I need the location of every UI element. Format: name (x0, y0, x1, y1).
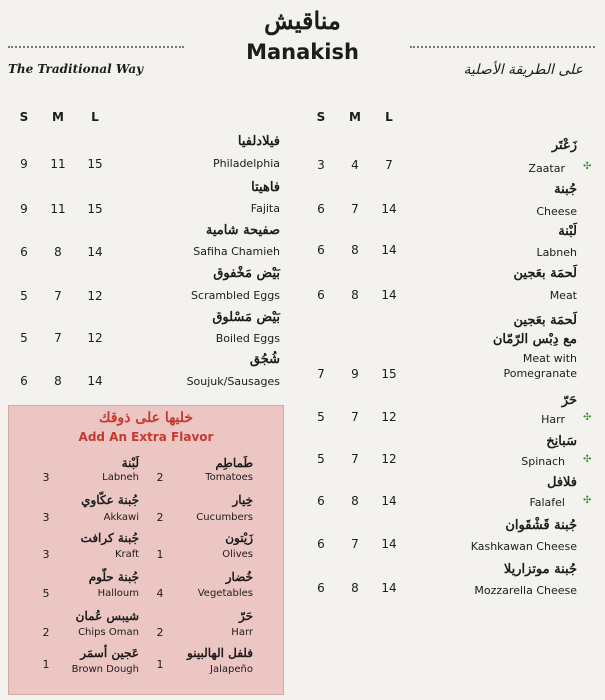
extra-price: 1 (156, 548, 164, 561)
price-s: 6 (317, 243, 325, 257)
title-english: Manakish (246, 40, 359, 64)
extra-name-ar: طَماطِم (215, 456, 253, 470)
extra-name-ar: شيبس عُمان (75, 609, 139, 623)
extra-price: 3 (42, 471, 50, 484)
extra-name-ar: لَبْنة (121, 456, 139, 470)
extra-name-en: Kraft (114, 549, 139, 560)
extra-name-en: Labneh (102, 472, 139, 483)
price-s: 6 (317, 288, 325, 302)
price-l: 14 (381, 202, 397, 216)
price-m: 4 (351, 158, 359, 172)
subtitle-english: The Traditional Way (8, 62, 144, 76)
price-l: 15 (381, 367, 397, 381)
extra-name-ar: فلفل الهالبينو (187, 646, 253, 660)
extra-name-en: Halloum (97, 588, 139, 599)
extra-name-en: Cucumbers (196, 512, 253, 523)
size-header-l: L (91, 110, 99, 124)
size-header-s: S (316, 110, 326, 124)
leaf-icon: ✣ (583, 454, 592, 465)
item-name-ar: لَحمَة بعَجين (513, 266, 577, 281)
price-l: 12 (381, 452, 397, 466)
price-m: 8 (351, 494, 359, 508)
price-l: 14 (381, 537, 397, 551)
price-s: 7 (317, 367, 325, 381)
extra-price: 2 (42, 626, 50, 639)
price-s: 3 (317, 158, 325, 172)
price-l: 14 (87, 245, 103, 259)
extra-name-en: Jalapeño (210, 664, 253, 675)
item-name-en: Fajita (250, 202, 280, 215)
extra-name-ar: جُبنة حلّوم (88, 570, 139, 584)
item-name-ar: لَبْنة (558, 224, 577, 239)
leaf-icon: ✣ (583, 412, 592, 423)
extra-name-en: Chips Oman (78, 627, 139, 638)
price-s: 6 (317, 494, 325, 508)
extra-name-ar: زَيْتون (225, 531, 253, 545)
extra-price: 2 (156, 471, 164, 484)
price-m: 11 (50, 202, 66, 216)
item-name-en: Cheese (536, 205, 577, 218)
price-l: 15 (87, 157, 103, 171)
price-m: 7 (351, 537, 359, 551)
price-s: 9 (20, 202, 28, 216)
price-s: 5 (317, 410, 325, 424)
item-name-ar: فلافل (546, 475, 577, 490)
price-s: 5 (317, 452, 325, 466)
item-name-en: Labneh (536, 246, 577, 259)
extra-name-en: Brown Dough (71, 664, 139, 675)
item-name-ar: بَيْض مَسْلوق (212, 310, 280, 325)
price-l: 12 (381, 410, 397, 424)
item-name-en: Falafel (529, 496, 565, 509)
price-l: 15 (87, 202, 103, 216)
price-l: 14 (381, 494, 397, 508)
extra-price: 3 (42, 548, 50, 561)
item-name-ar: فاهيتا (251, 180, 280, 195)
item-name-ar: بَيْض مَخْفوق (213, 266, 280, 281)
price-m: 7 (351, 452, 359, 466)
item-name-ar: فيلادلفيا (237, 134, 280, 149)
price-m: 8 (54, 245, 62, 259)
price-l: 7 (385, 158, 393, 172)
extra-price: 1 (42, 658, 50, 671)
item-name-en: Meat (549, 289, 577, 302)
leaf-icon: ✣ (583, 495, 592, 506)
item-name-ar: زَعْتَر (551, 138, 577, 153)
extra-name-ar: عَجين أسمَر (80, 646, 139, 660)
leaf-icon: ✣ (583, 161, 592, 172)
extra-price: 2 (156, 511, 164, 524)
price-l: 14 (87, 374, 103, 388)
item-name-en: Mozzarella Cheese (474, 584, 577, 597)
title-arabic: مناقيش (264, 6, 341, 35)
price-s: 6 (317, 202, 325, 216)
item-name-en: Boiled Eggs (215, 332, 280, 345)
item-name-en: Scrambled Eggs (191, 289, 280, 302)
price-m: 8 (351, 288, 359, 302)
price-s: 6 (20, 245, 28, 259)
price-l: 12 (87, 289, 103, 303)
item-name-ar-line2: مع دِبْس الرّمّان (492, 332, 577, 347)
item-name-ar: شُجُق (249, 352, 280, 367)
size-header-s: S (19, 110, 29, 124)
item-name-en: Meat with (522, 352, 577, 365)
extra-flavor-title-en: Add An Extra Flavor (78, 430, 214, 444)
item-name-en: Zaatar (528, 162, 565, 175)
size-header-m: M (52, 110, 64, 124)
item-name-ar: جُبنة موتزاريلا (503, 562, 577, 577)
price-s: 6 (317, 581, 325, 595)
extra-flavor-title-ar: خليها على ذوقك (98, 410, 194, 426)
extra-name-ar: خِيار (232, 493, 253, 507)
item-name-ar: سَبانِخ (546, 434, 577, 449)
price-m: 7 (351, 202, 359, 216)
price-m: 7 (351, 410, 359, 424)
price-m: 7 (54, 331, 62, 345)
price-m: 11 (50, 157, 66, 171)
subtitle-arabic: على الطريقة الأصلية (463, 62, 583, 78)
extra-price: 3 (42, 511, 50, 524)
price-l: 12 (87, 331, 103, 345)
price-l: 14 (381, 581, 397, 595)
size-header-l: L (385, 110, 393, 124)
item-name-en: Soujuk/Sausages (186, 375, 280, 388)
extra-name-ar: حَرّ (238, 609, 253, 623)
item-name-ar: صفيحة شامية (205, 223, 280, 238)
extra-name-ar: جُبنة كرافت (80, 531, 139, 545)
extra-name-ar: جُبنة عكّاوي (81, 493, 139, 507)
price-s: 6 (20, 374, 28, 388)
price-s: 5 (20, 289, 28, 303)
extra-price: 4 (156, 587, 164, 600)
price-m: 8 (54, 374, 62, 388)
extra-price: 5 (42, 587, 50, 600)
item-name-en: Harr (541, 413, 565, 426)
item-name-en: Kashkawan Cheese (470, 540, 577, 553)
extra-name-ar: خُضار (225, 570, 253, 584)
item-name-ar: لَحمَة بعَجين (513, 313, 577, 328)
price-s: 6 (317, 537, 325, 551)
size-header-m: M (349, 110, 361, 124)
extra-price: 1 (156, 658, 164, 671)
price-m: 7 (54, 289, 62, 303)
price-l: 14 (381, 243, 397, 257)
price-s: 9 (20, 157, 28, 171)
item-name-en: Safiha Chamieh (193, 245, 280, 258)
price-m: 8 (351, 243, 359, 257)
item-name-en: Philadelphia (212, 157, 280, 170)
price-l: 14 (381, 288, 397, 302)
price-s: 5 (20, 331, 28, 345)
price-m: 9 (351, 367, 359, 381)
item-name-en-line2: Pomegranate (503, 367, 577, 380)
extra-name-en: Tomatoes (205, 472, 253, 483)
extra-price: 2 (156, 626, 164, 639)
extra-name-en: Akkawi (103, 512, 139, 523)
extra-name-en: Vegetables (197, 588, 253, 599)
item-name-en: Spinach (521, 455, 565, 468)
extra-name-en: Harr (231, 627, 253, 638)
extra-name-en: Olives (222, 549, 253, 560)
item-name-ar: حَرّ (561, 393, 577, 408)
item-name-ar: جُبنة قَشْقَوان (505, 518, 577, 533)
item-name-ar: جُبنة (554, 182, 577, 197)
price-m: 8 (351, 581, 359, 595)
